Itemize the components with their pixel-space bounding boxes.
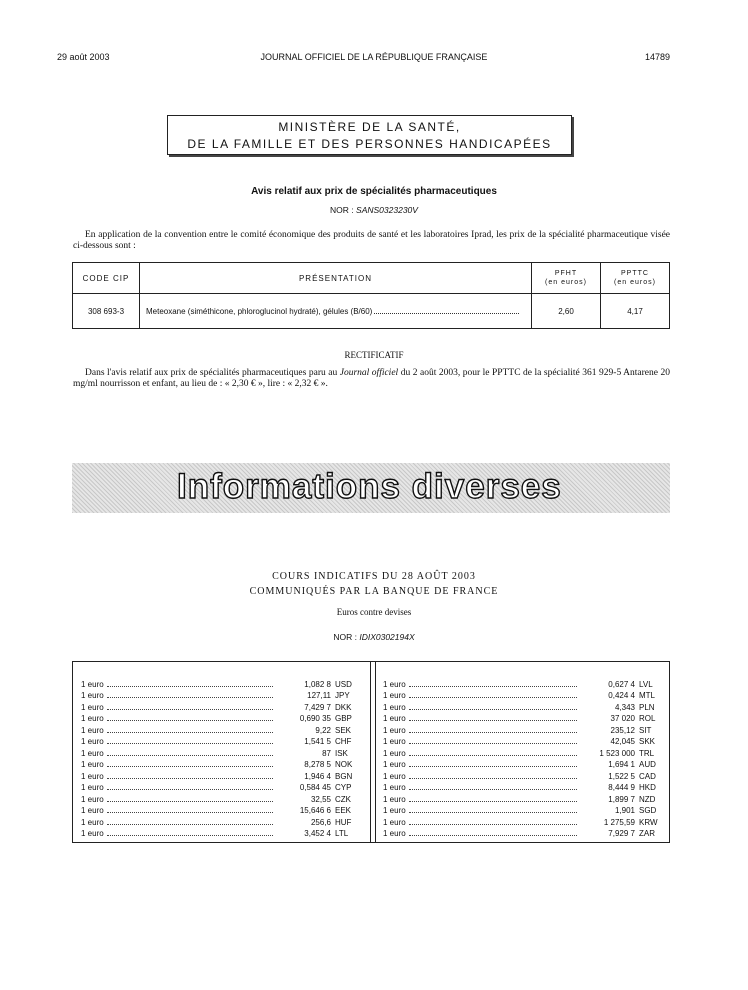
rate-row [81,712,361,724]
nor-label: NOR : [330,205,354,215]
rate-label: 1 euro [81,714,104,723]
rate-label: 1 euro [383,679,406,689]
rate-value: 1,694 1 [608,760,635,769]
dot-leader [107,720,273,721]
dot-leader [107,743,273,744]
currency-code: JPY [335,691,350,700]
journal-title: JOURNAL OFFICIEL DE LA RÉPUBLIQUE FRANÇAISE [260,52,488,62]
cours-nor-label: NOR : [333,632,357,642]
rate-label: 1 euro [81,771,104,781]
rate-value: 0,584 45 [299,783,331,792]
cours-subtitle: Euros contre devises [336,607,412,617]
rate-value: 235,12 [610,725,635,735]
rate-row [81,746,361,758]
rate-row [81,769,361,781]
presentation-text: Meteoxane (siméthicone, phloroglucinol hydraté), gélules (B/60) [146,306,373,316]
avis-title: Avis relatif aux prix de spécialités pharmaceutiques [251,186,497,197]
dot-leader [107,766,273,767]
header-pfht-label: PFHT [554,270,578,277]
rate-row [383,804,665,816]
dot-leader [409,789,577,790]
currency-code: CYP [335,783,352,792]
rate-value: 32,55 [310,794,331,804]
rate-label: 1 euro [383,817,406,827]
rate-value: 1 523 000 [599,748,635,758]
rate-row [383,689,665,701]
dot-leader [374,313,519,314]
rate-value: 4,343 [614,702,635,712]
currency-code: DKK [335,702,352,712]
header-pfht-unit: (en euros) [545,279,587,286]
rate-value: 0,627 4 [608,679,635,689]
price-table [72,262,670,329]
rate-label: 1 euro [81,760,104,769]
rate-value: 1,541 5 [304,737,331,746]
rate-row [81,689,361,701]
rate-label: 1 euro [383,783,406,792]
rectificatif-text-before: Dans l'avis relatif aux prix de spécialités pharmaceutiques paru au [85,368,340,378]
header-pfht [532,263,601,294]
dot-leader [107,812,273,813]
header-date: 29 août 2003 [57,52,110,62]
rate-label: 1 euro [81,737,104,746]
avis-nor [0,205,748,215]
rate-label: 1 euro [383,748,406,758]
currency-code: CHF [335,737,352,746]
header-code: CODE CIP [73,263,140,294]
rate-value: 1,899 7 [608,794,635,804]
rate-label: 1 euro [383,806,406,815]
currency-code: EEK [335,806,352,815]
dot-leader [409,686,577,687]
rate-value: 1,082 8 [304,679,331,689]
cours-nor-code: IDIX0302194X [359,632,415,642]
rectificatif-text-italic: Journal officiel [339,368,399,378]
dot-leader [107,789,273,790]
dot-leader [409,835,577,836]
rate-row [81,735,361,747]
currency-code: SGD [639,806,657,815]
currency-code: HKD [639,783,656,792]
dot-leader [409,743,577,744]
dot-leader [409,812,577,813]
header-pttc-unit: (en euros) [614,279,656,286]
column-divider [370,662,376,842]
header-pttc [601,263,670,294]
rate-row [81,792,361,804]
rate-label: 1 euro [81,725,104,735]
rate-label: 1 euro [81,806,104,815]
currency-code: SIT [639,725,652,735]
rate-label: 1 euro [81,829,104,838]
currency-code: LTL [335,829,349,838]
rectificatif-title: RECTIFICATIF [344,350,404,360]
rate-row [81,677,361,689]
dot-leader [107,732,273,733]
rate-label: 1 euro [81,748,104,758]
rate-value: 1 275,59 [603,817,635,827]
avis-intro: En application de la convention entre le comité économique des produits de santé et les laboratoires Iprad, les prix de la spécialité pharmaceutique visée ci-dessous sont : [73,230,670,251]
rate-row [383,769,665,781]
cell-code: 308 693-3 [73,294,140,329]
rate-value: 8,444 9 [608,783,635,792]
rectificatif-text-after: du 2 août 2003, pour le PPTTC de la spécialité 361 929-5 Antarene 20 mg/ml nourrisson et enfant, au lieu de : « 2,30 € », lire : « 2,32 € ». [73,368,671,389]
dot-leader [107,709,273,710]
rate-label: 1 euro [383,760,406,769]
currency-code: ISK [335,748,348,758]
dot-leader [107,835,273,836]
rate-row [81,758,361,770]
rate-value: 7,429 7 [304,702,331,712]
dot-leader [107,686,273,687]
currency-code: CAD [639,771,656,781]
cours-nor [0,632,748,642]
dot-leader [409,766,577,767]
rate-label: 1 euro [383,725,406,735]
currency-code: NOK [335,760,353,769]
rate-row [383,827,665,839]
rate-row [81,815,361,827]
rate-row [383,781,665,793]
currency-code: LVL [639,679,653,689]
rate-value: 256,6 [310,817,331,827]
rate-value: 7,929 7 [608,829,635,838]
rate-label: 1 euro [81,817,104,827]
rate-label: 1 euro [383,771,406,781]
rate-label: 1 euro [383,714,406,723]
rate-label: 1 euro [383,702,406,712]
rate-row [81,804,361,816]
rate-value: 87 [322,748,331,758]
rate-row [81,781,361,793]
nor-code: SANS0323230V [356,205,418,215]
currency-code: KRW [639,817,658,827]
dot-leader [409,755,577,756]
section-banner [72,463,670,513]
currency-code: NZD [639,794,656,804]
dot-leader [107,801,273,802]
rate-value: 3,452 4 [304,829,331,838]
rate-label: 1 euro [81,794,104,804]
ministry-line1: MINISTÈRE DE LA SANTÉ, [278,120,461,134]
dot-leader [409,720,577,721]
rate-value: 8,278 5 [304,760,331,769]
rate-label: 1 euro [383,794,406,804]
rate-row [81,700,361,712]
currency-code: GBP [335,714,352,723]
rates-left-column [81,677,361,838]
rate-value: 0,690 35 [299,714,331,723]
rate-row [383,712,665,724]
dot-leader [107,778,273,779]
currency-code: SKK [639,737,656,746]
header-presentation: PRÉSENTATION [140,263,532,294]
currency-code: MTL [639,691,655,700]
rate-row [383,700,665,712]
dot-leader [107,697,273,698]
rate-value: 127,11 [307,691,331,700]
rate-value: 15,646 6 [299,806,331,815]
dot-leader [409,732,577,733]
cours-line2: COMMUNIQUÉS PAR LA BANQUE DE FRANCE [249,586,499,597]
rate-row [383,746,665,758]
rate-label: 1 euro [383,829,406,838]
currency-code: USD [335,679,352,689]
rate-row [383,792,665,804]
rate-row [383,677,665,689]
exchange-rates-box [72,661,670,843]
rate-label: 1 euro [383,691,406,700]
rate-row [383,815,665,827]
dot-leader [409,801,577,802]
header-pttc-label: PPTTC [621,270,649,277]
currency-code: SEK [335,725,352,735]
table-row [73,294,670,329]
currency-code: HUF [335,817,352,827]
dot-leader [409,709,577,710]
ministry-line2: DE LA FAMILLE ET DES PERSONNES HANDICAPÉES [187,137,552,151]
rate-label: 1 euro [81,783,104,792]
dot-leader [409,824,577,825]
rate-row [81,723,361,735]
currency-code: AUD [639,760,656,769]
rate-label: 1 euro [81,702,104,712]
rate-value: 37 020 [610,714,635,723]
cell-pttc: 4,17 [601,294,670,329]
ministry-box [167,115,572,155]
rate-row [383,723,665,735]
dot-leader [107,824,273,825]
currency-code: TRL [639,748,655,758]
cell-presentation [140,294,532,329]
currency-code: ZAR [639,829,655,838]
cell-pfht: 2,60 [532,294,601,329]
rate-label: 1 euro [383,737,406,746]
rate-value: 42,045 [610,737,635,746]
rate-value: 1,901 [614,806,635,815]
rectificatif-text [73,368,670,390]
page-number: 14789 [644,52,670,62]
rates-right-column [383,677,665,838]
currency-code: ROL [639,714,656,723]
rate-label: 1 euro [81,691,104,700]
rate-row [383,735,665,747]
rate-label: 1 euro [81,679,104,689]
banner-title: Informations diverses [177,467,562,506]
currency-code: PLN [639,702,655,712]
currency-code: BGN [335,771,353,781]
dot-leader [409,697,577,698]
rate-value: 9,22 [315,725,331,735]
price-table-header [73,263,670,294]
rate-value: 1,522 5 [608,771,635,781]
rate-value: 0,424 4 [608,691,635,700]
dot-leader [107,755,273,756]
cours-line1: COURS INDICATIFS DU 28 AOÛT 2003 [272,571,476,582]
rate-value: 1,946 4 [304,771,331,781]
dot-leader [409,778,577,779]
rate-row [81,827,361,839]
rate-row [383,758,665,770]
currency-code: CZK [335,794,351,804]
